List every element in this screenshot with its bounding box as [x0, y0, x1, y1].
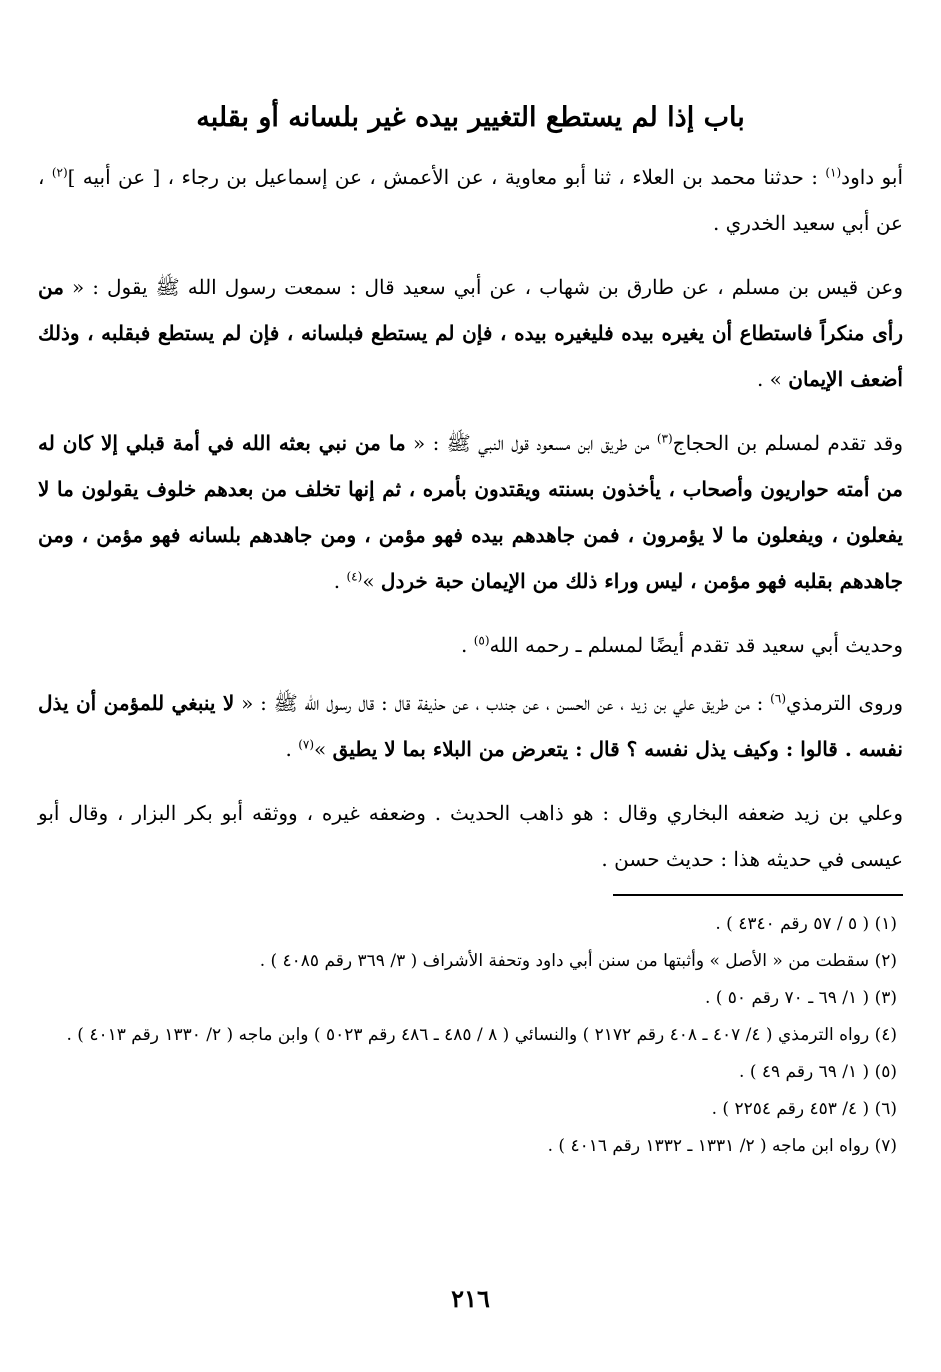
paragraph-tirmidhi-hadith [38, 680, 903, 772]
text-run: أبو داود [841, 165, 903, 189]
footnote-4: (٤) رواه الترمذي ( ٤/ ٤٠٧ ـ ٤٠٨ رقم ٢١٧٢ ) والنسائي ( ٨ / ٤٨٥ ـ ٤٨٦ رقم ٥٠٢٣ ) وابن ماجه ( ٢/ ١٣٣٠ رقم ٤٠١٣ ) . [66, 1025, 897, 1045]
footnote-ref[interactable]: (٧) [298, 737, 315, 752]
text-run: وقد تقدم لمسلم بن الحجاج [672, 431, 904, 455]
paragraph-abu-said-note [38, 622, 903, 668]
footnote-divider [613, 894, 903, 896]
text-run: من طريق ابن مسعود قول النبي ﷺ : « [405, 431, 657, 455]
text-run: » . [756, 367, 789, 391]
footnote-ref[interactable]: (١) [825, 165, 842, 180]
text-run: وحديث أبي سعيد قد تقدم أيضًا لمسلم ـ رحمه الله [489, 633, 903, 657]
text-run: » [314, 737, 333, 761]
paragraph-abu-dawud [38, 154, 903, 246]
text-run: : حدثنا محمد بن العلاء ، ثنا أبو معاوية ، عن الأعمش ، عن إسماعيل بن رجاء ، [ عن أبيه ] [67, 165, 826, 189]
footnote-7: (٧) رواه ابن ماجه ( ٢/ ١٣٣١ ـ ١٣٣٢ رقم ٤٠١٦ ) . [547, 1136, 897, 1156]
text-run: . [333, 569, 347, 593]
paragraph-qays-hadith [38, 264, 903, 402]
footnote-1: (١) ( ٥ / ٥٧ رقم ٤٣٤٠ ) . [715, 914, 897, 934]
text-run: : من طريق علي بن زيد ، عن الحسن ، عن جندب ، عن حذيفة قال : قال رسول الله ﷺ : « [234, 691, 771, 715]
footnotes [38, 906, 903, 1165]
page-number: ٢١٦ [451, 1284, 490, 1313]
text-run: . [461, 633, 474, 657]
text-run: » [362, 569, 381, 593]
hadith-text: لا ينبغي للمؤمن أن يذل نفسه . قالوا : وكيف يذل نفسه ؟ قال : يتعرض من البلاء بما لا يطيق [38, 691, 903, 761]
chapter-title: باب إذا لم يستطع التغيير بيده غير بلسانه أو بقلبه [196, 102, 745, 133]
footnote-ref[interactable]: (٣) [656, 431, 673, 446]
text-run: ، عن أبي سعيد الخدري . [38, 165, 903, 235]
footnote-ref[interactable]: (٢) [51, 165, 68, 180]
footnote-2: (٢) سقطت من « الأصل » وأثبتها من سنن أبي داود وتحفة الأشراف ( ٣/ ٣٦٩ رقم ٤٠٨٥ ) . [259, 951, 897, 971]
footnote-3: (٣) ( ١/ ٦٩ ـ ٧٠ رقم ٥٠ ) . [704, 988, 897, 1008]
footnote-ref[interactable]: (٤) [346, 569, 363, 584]
paragraph-muslim-hadith [38, 420, 903, 604]
footnote-6: (٦) ( ٤/ ٤٥٣ رقم ٢٢٥٤ ) . [711, 1099, 897, 1119]
text-run: . [285, 737, 299, 761]
footnote-5: (٥) ( ١/ ٦٩ رقم ٤٩ ) . [739, 1062, 897, 1082]
text-run: وعلي بن زيد ضعفه البخاري وقال : هو ذاهب الحديث . وضعفه غيره ، ووثقه أبو بكر البزار ، وقال أبو عيسى في حديثه هذا : حديث حسن . [38, 801, 903, 871]
text-run: وروى الترمذي [786, 691, 903, 715]
hadith-text: ما من نبي بعثه الله في أمة قبلي إلا كان له من أمته حواريون وأصحاب ، يأخذون بسنته ويقتدون بأمره ، ثم إنها تخلف من بعدهم خلوف يقولون ما لا يفعلون ، ويفعلون ما لا يؤمرون ، فمن جاهدهم بيده فهو مؤمن ، ومن جاهدهم بلسانه فهو مؤمن ، ومن جاهدهم بقلبه فهو مؤمن ، ليس وراء ذلك من الإيمان حبة خردل [38, 431, 903, 593]
text-run: وعن قيس بن مسلم ، عن طارق بن شهاب ، عن أبي سعيد قال : سمعت رسول الله ﷺ يقول : « [63, 275, 903, 299]
hadith-text: من رأى منكراً فاستطاع أن يغيره بيده فليغيره بيده ، فإن لم يستطع فبلسانه ، فإن لم يستطع فبقلبه ، وذلك أضعف الإيمان [38, 275, 903, 391]
footnote-ref[interactable]: (٦) [770, 691, 786, 706]
paragraph-ali-ibn-zayd [38, 790, 903, 882]
footnote-ref[interactable]: (٥) [473, 633, 490, 648]
